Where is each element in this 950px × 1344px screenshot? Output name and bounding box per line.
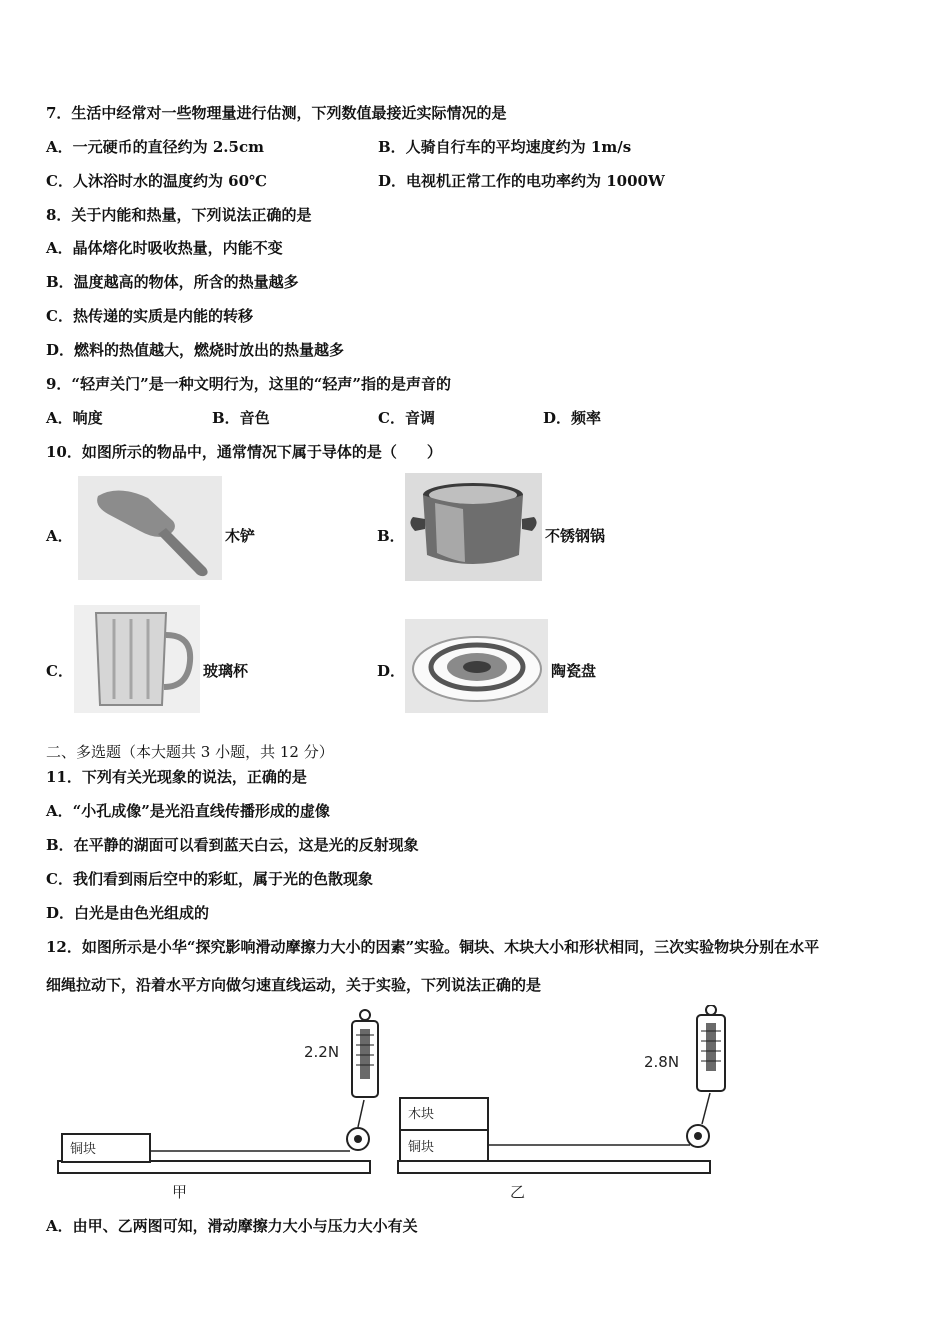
q8-stem: 8．关于内能和热量，下列说法正确的是 [46, 206, 312, 224]
fig-yi-top-block-label: 木块 [408, 1107, 435, 1122]
q11-option-d: D．白光是由色光组成的 [46, 904, 210, 922]
q7-option-a: A．一元硬币的直径约为 2.5cm [46, 138, 264, 156]
q12-stem-line-1: 12．如图所示是小华“探究影响滑动摩擦力大小的因素”实验。铜块、木块大小和形状相同，三次实验物块分别在水平 [46, 938, 820, 956]
friction-experiment-diagram [50, 1005, 750, 1205]
stainless-steel-pot-image [405, 473, 542, 581]
fig-yi-spring-scale-reading: 2.8N [644, 1053, 680, 1071]
fig-yi-bottom-block-label: 铜块 [408, 1140, 435, 1155]
q8-option-d: D．燃料的热值越大，燃烧时放出的热量越多 [46, 341, 345, 359]
q9-option-c: C．音调 [378, 409, 435, 427]
q8-option-b: B．温度越高的物体，所含的热量越多 [46, 273, 299, 291]
q12-stem-line-2: 细绳拉动下，沿着水平方向做匀速直线运动，关于实验，下列说法正确的是 [46, 976, 542, 994]
q10-stem: 10．如图所示的物品中，通常情况下属于导体的是（ ） [46, 443, 442, 461]
ceramic-plate-image [405, 619, 548, 713]
section-2-title: 二、多选题（本大题共 3 小题，共 12 分） [46, 743, 334, 761]
q12-option-a: A．由甲、乙两图可知，滑动摩擦力大小与压力大小有关 [46, 1217, 418, 1235]
glass-mug-image [74, 605, 200, 713]
q9-option-a: A．响度 [46, 409, 103, 427]
figure-yi [398, 1005, 725, 1201]
q11-option-b: B．在平静的湖面可以看到蓝天白云，这是光的反射现象 [46, 836, 419, 854]
q10-option-a-name: 木铲 [225, 527, 256, 545]
fig-jia-block-label: 铜块 [70, 1142, 97, 1157]
fig-jia-caption: 甲 [172, 1183, 188, 1201]
q7-option-c: C．人沐浴时水的温度约为 60℃ [46, 172, 268, 190]
q11-option-a: A．“小孔成像”是光沿直线传播形成的虚像 [46, 802, 330, 820]
fig-jia-spring-scale-reading: 2.2N [304, 1043, 340, 1061]
q10-option-a-letter: A． [46, 527, 73, 545]
q10-option-d-letter: D． [377, 662, 406, 680]
q8-option-a: A．晶体熔化时吸收热量，内能不变 [46, 239, 283, 257]
q9-stem: 9．“轻声关门”是一种文明行为，这里的“轻声”指的是声音的 [46, 375, 451, 393]
q9-option-d: D．频率 [543, 409, 602, 427]
q10-option-c-name: 玻璃杯 [203, 662, 249, 680]
q8-option-c: C．热传递的实质是内能的转移 [46, 307, 253, 325]
wooden-spatula-image [78, 476, 222, 580]
q10-option-b-letter: B． [377, 527, 405, 545]
q9-option-b: B．音色 [212, 409, 270, 427]
q7-stem: 7．生活中经常对一些物理量进行估测，下列数值最接近实际情况的是 [46, 104, 507, 122]
q10-option-d-name: 陶瓷盘 [551, 662, 597, 680]
q11-option-c: C．我们看到雨后空中的彩虹，属于光的色散现象 [46, 870, 373, 888]
q10-option-c-letter: C． [46, 662, 73, 680]
q11-stem: 11．下列有关光现象的说法，正确的是 [46, 768, 307, 786]
q7-option-b: B．人骑自行车的平均速度约为 1m/s [378, 138, 632, 156]
q7-option-d: D．电视机正常工作的电功率约为 1000W [378, 172, 665, 190]
fig-yi-caption: 乙 [510, 1183, 526, 1201]
q10-option-b-name: 不锈钢锅 [545, 527, 606, 545]
figure-jia [58, 1010, 378, 1201]
